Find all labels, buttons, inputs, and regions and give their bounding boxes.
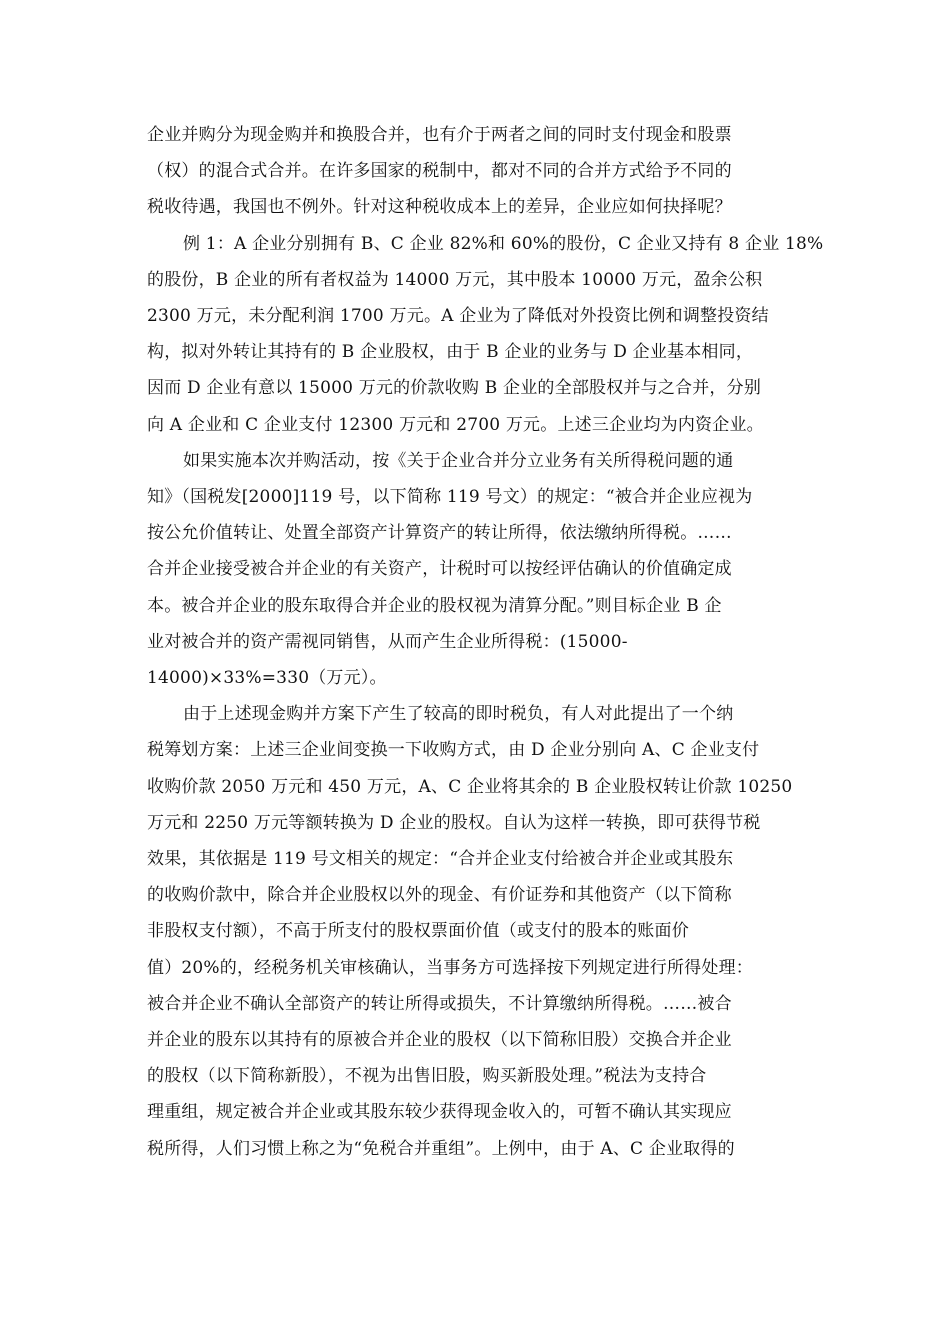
text-line: 收购价款 2050 万元和 450 万元，A、C 企业将其余的 B 企业股权转让价款 10250 bbox=[147, 776, 793, 797]
text-line: 2300 万元，未分配利润 1700 万元。A 企业为了降低对外投资比例和调整投资结 bbox=[147, 306, 769, 327]
text-line: 值）20%的，经税务机关审核确认，当事务方可选择按下列规定进行所得处理： bbox=[147, 957, 753, 978]
text-line: 的股权（以下简称新股），不视为出售旧股，购买新股处理。”税法为支持合 bbox=[147, 1066, 707, 1087]
document-body bbox=[147, 117, 824, 1167]
text-line: 知》（国税发[2000]119 号，以下简称 119 号文）的规定：“被合并企业应视为 bbox=[147, 487, 753, 508]
text-line: 效果，其依据是 119 号文相关的规定：“合并企业支付给被合并企业或其股东 bbox=[147, 849, 734, 870]
text-line: 并企业的股东以其持有的原被合并企业的股权（以下简称旧股）交换合并企业 bbox=[147, 1030, 732, 1051]
text-line: 的股份，B 企业的所有者权益为 14000 万元，其中股本 10000 万元，盈余公积 bbox=[147, 269, 763, 290]
text-line: 非股权支付额），不高于所支付的股权票面价值（或支付的股本的账面价 bbox=[147, 921, 689, 942]
text-line: 向 A 企业和 C 企业支付 12300 万元和 2700 万元。上述三企业均为内资企业。 bbox=[147, 414, 764, 435]
text-line: 税收待遇，我国也不例外。针对这种税收成本上的差异，企业应如何抉择呢？ bbox=[147, 197, 732, 218]
text-line: 被合并企业不确认全部资产的转让所得或损失，不计算缴纳所得税。……被合 bbox=[147, 993, 732, 1014]
text-line: 14000)×33%=330（万元）。 bbox=[147, 668, 387, 689]
text-line: 万元和 2250 万元等额转换为 D 企业的股权。自认为这样一转换，即可获得节税 bbox=[147, 812, 761, 833]
text-line: 的收购价款中，除合并企业股权以外的现金、有价证券和其他资产（以下简称 bbox=[147, 885, 732, 906]
text-line: 构，拟对外转让其持有的 B 企业股权，由于 B 企业的业务与 D 企业基本相同， bbox=[147, 342, 754, 363]
text-line: 如果实施本次并购活动，按《关于企业合并分立业务有关所得税问题的通 bbox=[183, 450, 734, 471]
text-line: 例 1：A 企业分别拥有 B、C 企业 82%和 60%的股份，C 企业又持有 8 企业 18% bbox=[183, 233, 824, 254]
text-line: 按公允价值转让、处置全部资产计算资产的转让所得，依法缴纳所得税。…… bbox=[147, 523, 732, 544]
text-line: 本。被合并企业的股东取得合并企业的股权视为清算分配。”则目标企业 B 企 bbox=[147, 595, 722, 616]
text-line: 企业并购分为现金购并和换股合并，也有介于两者之间的同时支付现金和股票 bbox=[147, 125, 732, 145]
text-line: 税所得，人们习惯上称之为“免税合并重组”。上例中，由于 A、C 企业取得的 bbox=[147, 1138, 735, 1159]
text-line: 业对被合并的资产需视同销售，从而产生企业所得税：(15000- bbox=[147, 631, 628, 652]
text-line: （权）的混合式合并。在许多国家的税制中，都对不同的合并方式给予不同的 bbox=[147, 161, 732, 182]
text-line: 税筹划方案：上述三企业间变换一下收购方式，由 D 企业分别向 A、C 企业支付 bbox=[147, 740, 760, 761]
text-line: 因而 D 企业有意以 15000 万元的价款收购 B 企业的全部股权并与之合并，分别 bbox=[147, 378, 762, 399]
text-line: 由于上述现金购并方案下产生了较高的即时税负，有人对此提出了一个纳 bbox=[183, 704, 734, 725]
text-line: 合并企业接受被合并企业的有关资产，计税时可以按经评估确认的价值确定成 bbox=[147, 559, 732, 580]
text-line: 理重组，规定被合并企业或其股东较少获得现金收入的，可暂不确认其实现应 bbox=[147, 1102, 732, 1123]
